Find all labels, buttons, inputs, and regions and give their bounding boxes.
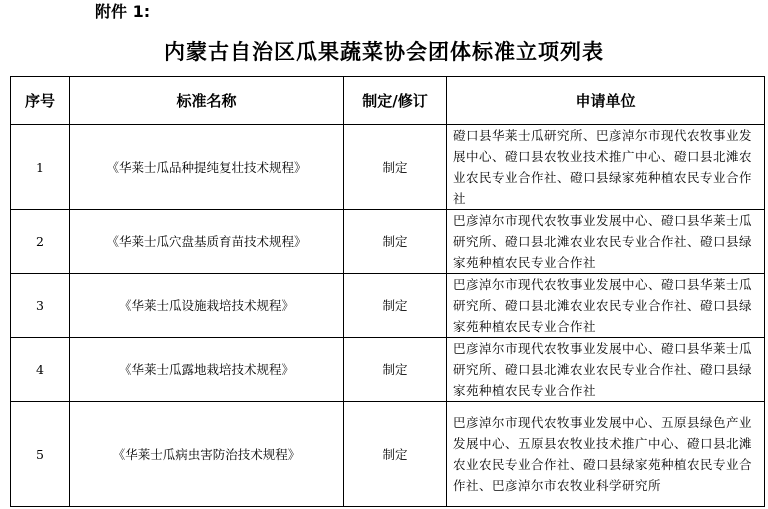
header-kind: 制定/修订: [344, 77, 447, 125]
row-applicant: 巴彦淖尔市现代农牧事业发展中心、五原县绿色产业发展中心、五原县农牧业技术推广中心、磴口县北滩农业农民专业合作社、磴口县绿家苑种植农民专业合作社、巴彦淖尔市农牧业科学研究所: [447, 402, 765, 507]
row-num: 5: [11, 402, 70, 507]
table-row: [11, 274, 765, 338]
row-kind: 制定: [344, 338, 447, 402]
row-kind: 制定: [344, 274, 447, 338]
row-kind: 制定: [344, 125, 447, 210]
attachment-label: 附件 1:: [95, 2, 151, 21]
row-standard-name: 《华莱士瓜露地栽培技术规程》: [70, 338, 344, 402]
row-applicant: 巴彦淖尔市现代农牧事业发展中心、磴口县华莱士瓜研究所、磴口县北滩农业农民专业合作社、磴口县绿家苑种植农民专业合作社: [447, 338, 765, 402]
row-applicant: 巴彦淖尔市现代农牧事业发展中心、磴口县华莱士瓜研究所、磴口县北滩农业农民专业合作社、磴口县绿家苑种植农民专业合作社: [447, 274, 765, 338]
table-row: [11, 210, 765, 274]
standards-table: [10, 76, 765, 507]
header-num: 序号: [11, 77, 70, 125]
table-row: [11, 338, 765, 402]
document-title: 内蒙古自治区瓜果蔬菜协会团体标准立项列表: [164, 40, 604, 64]
row-standard-name: 《华莱士瓜穴盘基质育苗技术规程》: [70, 210, 344, 274]
header-name: 标准名称: [70, 77, 344, 125]
row-kind: 制定: [344, 210, 447, 274]
row-num: 1: [11, 125, 70, 210]
row-kind: 制定: [344, 402, 447, 507]
table-header-row: [11, 77, 765, 125]
row-num: 3: [11, 274, 70, 338]
row-standard-name: 《华莱士瓜设施栽培技术规程》: [70, 274, 344, 338]
row-applicant: 磴口县华莱士瓜研究所、巴彦淖尔市现代农牧事业发展中心、磴口县农牧业技术推广中心、磴口县北滩农业农民专业合作社、磴口县绿家苑种植农民专业合作社: [447, 125, 765, 210]
row-standard-name: 《华莱士瓜品种提纯复壮技术规程》: [70, 125, 344, 210]
row-num: 4: [11, 338, 70, 402]
row-applicant: 巴彦淖尔市现代农牧事业发展中心、磴口县华莱士瓜研究所、磴口县北滩农业农民专业合作社、磴口县绿家苑种植农民专业合作社: [447, 210, 765, 274]
row-standard-name: 《华莱士瓜病虫害防治技术规程》: [70, 402, 344, 507]
table-row: [11, 125, 765, 210]
header-unit: 申请单位: [447, 77, 765, 125]
table-row: [11, 402, 765, 507]
row-num: 2: [11, 210, 70, 274]
